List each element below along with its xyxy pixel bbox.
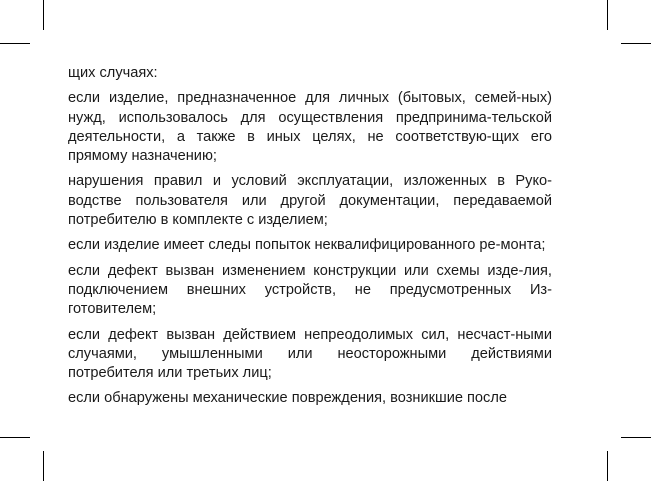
crop-mark-bottom-right-vertical <box>607 451 608 481</box>
crop-mark-top-left-horizontal <box>0 43 30 44</box>
crop-mark-bottom-left-horizontal <box>0 437 30 438</box>
crop-mark-top-left-vertical <box>43 0 44 30</box>
paragraph-commercial-use: если изделие, предназначенное для личных (бытовых, семей-ных) нужд, использовалось для осуществления предпринима-тельской деятельности, а также в иных целях, не соответствую-щих его прямому назначению; <box>68 90 552 165</box>
paragraph-continuation: щих случаях: <box>68 65 158 81</box>
crop-mark-top-right-horizontal <box>621 43 651 44</box>
paragraph-mechanical-damage: если обнаружены механические повреждения, возникшие после <box>68 390 507 407</box>
paragraph-usage-violation: нарушения правил и условий эксплуатации, изложенных в Руко-водстве пользователя или другой документации, передаваемой потребителю в комплекте с изделием; <box>68 173 552 229</box>
paragraph-design-modification: если дефект вызван изменением конструкции или схемы изде-лия, подключением внешних устройств, не предусмотренных Из-готовителем; <box>68 262 552 318</box>
crop-mark-bottom-right-horizontal <box>621 437 651 438</box>
paragraph-force-majeure: если дефект вызван действием непреодолимых сил, несчаст-ными случаями, умышленными или неосторожными действиями потребителя или третьих лиц; <box>68 326 552 382</box>
crop-mark-top-right-vertical <box>607 0 608 30</box>
paragraph-unqualified-repair: если изделие имеет следы попыток неквалифицированного ре-монта; <box>68 237 546 254</box>
crop-mark-bottom-left-vertical <box>43 451 44 481</box>
document-body <box>68 64 552 415</box>
